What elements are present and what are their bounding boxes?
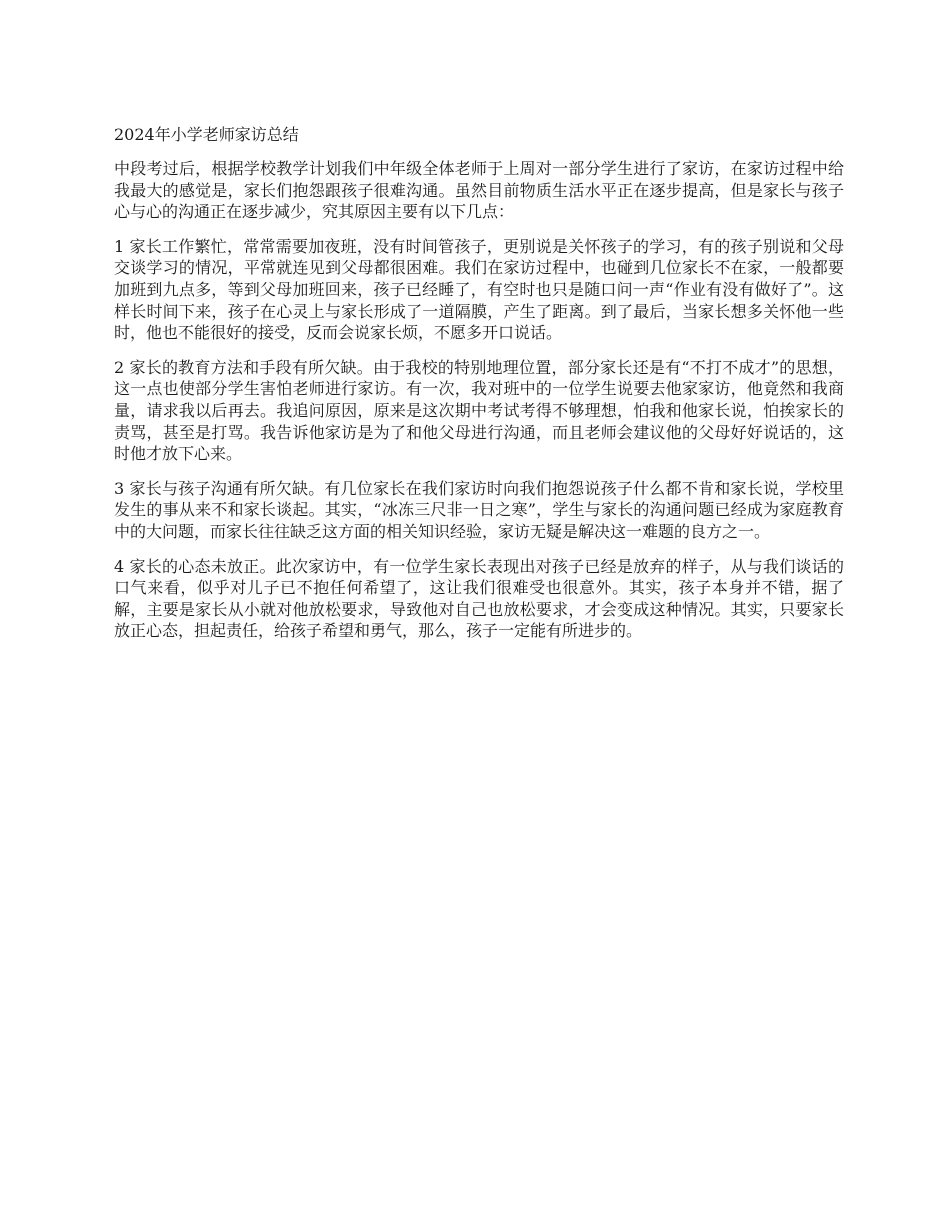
paragraph-intro: 中段考过后，根据学校教学计划我们中年级全体老师于上周对一部分学生进行了家访，在家访过程中给我最大的感觉是，家长们抱怨跟孩子很难沟通。虽然目前物质生活水平正在逐步提高，但是家长与孩子心与心的沟通正在逐步减少，究其原因主要有以下几点： (114, 159, 844, 222)
document-page (114, 124, 844, 655)
paragraph-point-3: 3 家长与孩子沟通有所欠缺。有几位家长在我们家访时向我们抱怨说孩子什么都不肯和家长说，学校里发生的事从来不和家长谈起。其实，“冰冻三尺非一日之寒”，学生与家长的沟通问题已经成为家庭教育中的大问题，而家长往往缺乏这方面的相关知识经验，家访无疑是解决这一难题的良方之一。 (114, 478, 844, 541)
paragraph-point-1: 1 家长工作繁忙，常常需要加夜班，没有时间管孩子，更别说是关怀孩子的学习，有的孩子别说和父母交谈学习的情况，平常就连见到父母都很困难。我们在家访过程中，也碰到几位家长不在家，一般都要加班到九点多，等到父母加班回来，孩子已经睡了，有空时也只是随口问一声“作业有没有做好了”。这样长时间下来，孩子在心灵上与家长形成了一道隔膜，产生了距离。到了最后，当家长想多关怀他一些时，他也不能很好的接受，反而会说家长烦，不愿多开口说话。 (114, 236, 844, 343)
document-title: 2024年小学老师家访总结 (114, 125, 299, 144)
paragraph-point-2: 2 家长的教育方法和手段有所欠缺。由于我校的特别地理位置，部分家长还是有“不打不成才”的思想，这一点也使部分学生害怕老师进行家访。有一次，我对班中的一位学生说要去他家家访，他竟然和我商量，请求我以后再去。我追问原因，原来是这次期中考试考得不够理想，怕我和他家长说，怕挨家长的责骂，甚至是打骂。我告诉他家访是为了和他父母进行沟通，而且老师会建议他的父母好好说话的，这时他才放下心来。 (114, 357, 844, 464)
paragraph-point-4: 4 家长的心态未放正。此次家访中，有一位学生家长表现出对孩子已经是放弃的样子，从与我们谈话的口气来看，似乎对儿子已不抱任何希望了，这让我们很难受也很意外。其实，孩子本身并不错，据了解，主要是家长从小就对他放松要求，导致他对自己也放松要求，才会变成这种情况。其实，只要家长放正心态，担起责任，给孩子希望和勇气，那么，孩子一定能有所进步的。 (114, 556, 844, 641)
